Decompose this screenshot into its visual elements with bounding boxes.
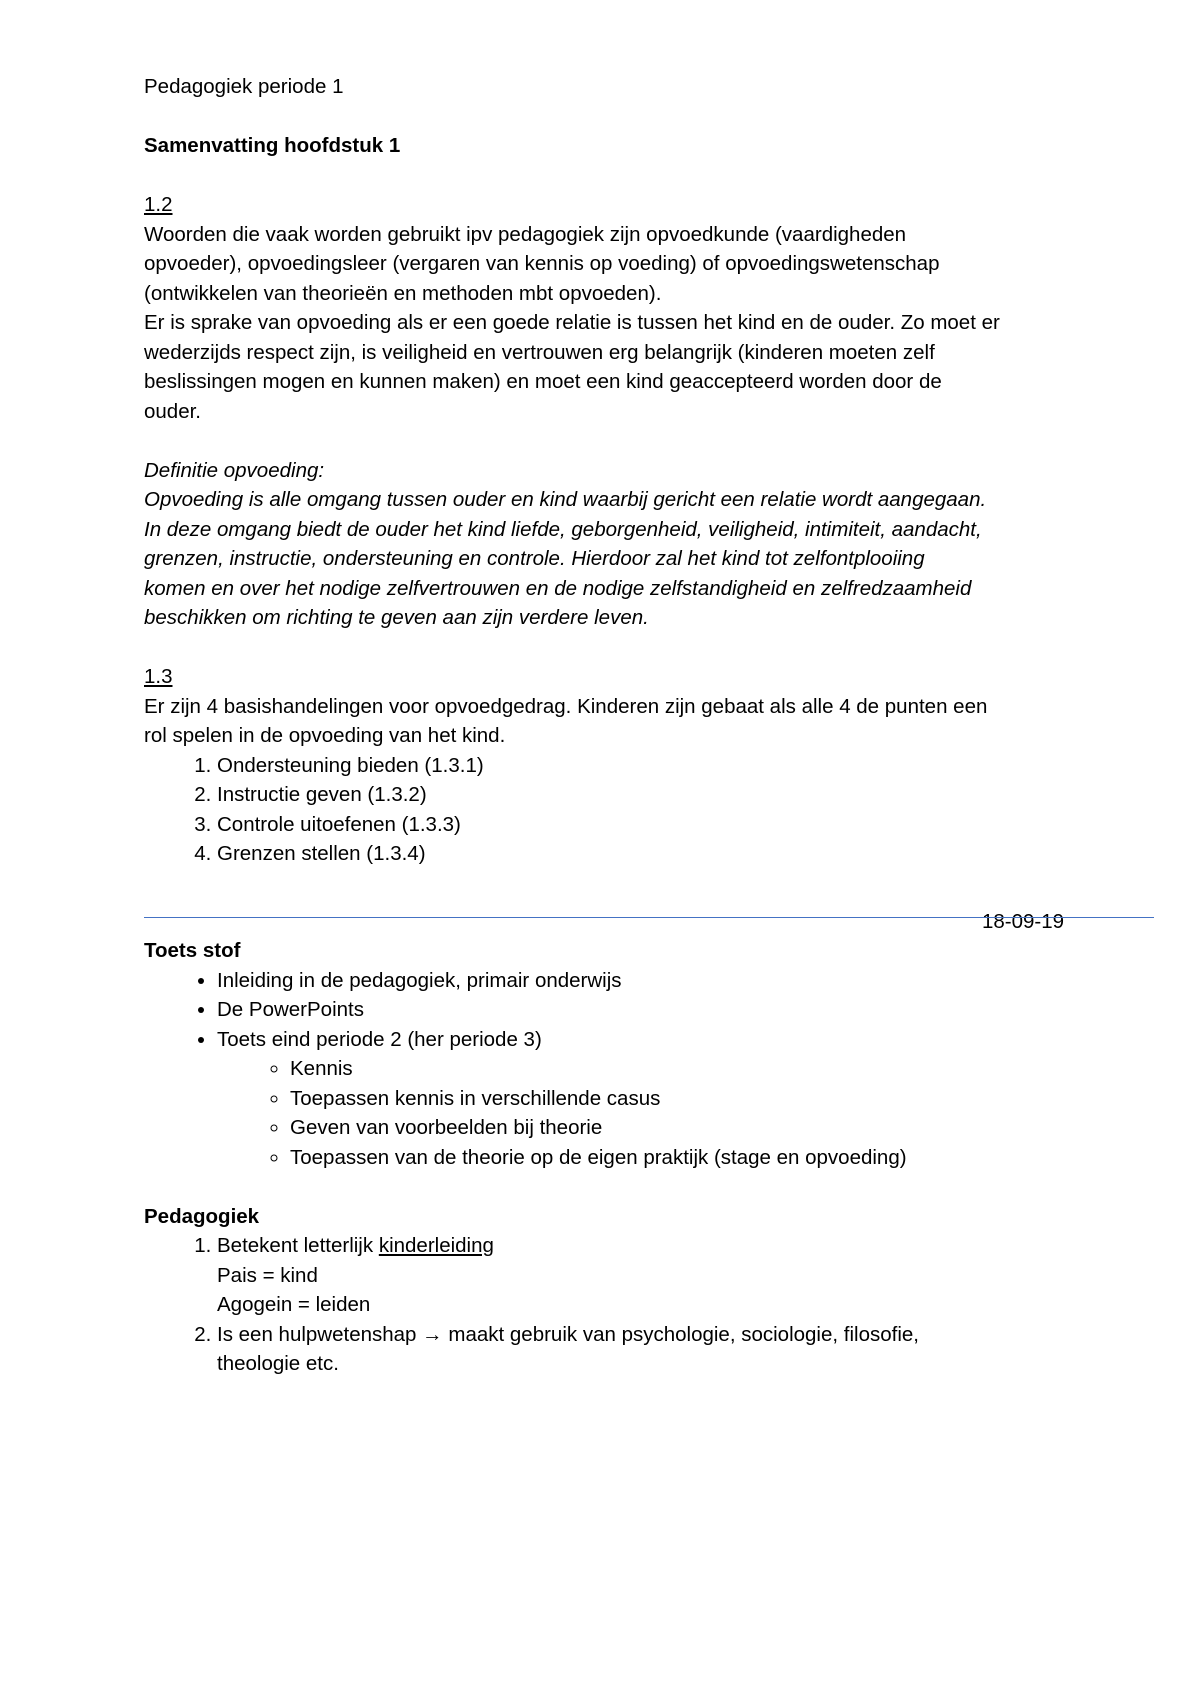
item1-line2: Pais = kind <box>217 1263 318 1287</box>
list-item <box>217 1320 1064 1379</box>
item2-line2: theologie etc. <box>217 1352 339 1375</box>
arrow-right-icon: → <box>422 1322 443 1346</box>
section-1-2-line: opvoeder), opvoedingsleer (vergaren van kennis op voeding) of opvoedingswetenschap <box>144 252 940 275</box>
list-item: • Inleiding in de pedagogiek, primair onderwijs <box>217 966 1064 996</box>
list-item: ◦ Geven van voorbeelden bij theorie <box>290 1113 1064 1143</box>
list-item <box>217 1025 1064 1173</box>
date-stamp: 18-09-19 <box>981 909 1064 933</box>
item1-underlined: kinderleiding <box>378 1234 494 1257</box>
document-title: Pedagogiek periode 1 <box>144 75 344 98</box>
section-1-2-number: 1.2 <box>144 193 173 216</box>
list-item: ◦ Toepassen van de theorie op de eigen praktijk (stage en opvoeding) <box>290 1143 1064 1173</box>
section-1-2-line: ouder. <box>144 399 201 423</box>
section-1-2-line: Er is sprake van opvoeding als er een goede relatie is tussen het kind en de ouder. Zo moet er <box>144 311 1000 334</box>
section-1-3-line: rol spelen in de opvoeding van het kind. <box>144 724 506 747</box>
summary-heading: Samenvatting hoofdstuk 1 <box>144 134 401 157</box>
pedagogiek-list <box>144 1231 1064 1379</box>
item1-line3: Agogein = leiden <box>217 1293 371 1316</box>
list-item-text: Toets eind periode 2 (her periode 3) <box>217 1027 542 1051</box>
list-item: 3. Controle uitoefenen (1.3.3) <box>217 810 1064 840</box>
item2-prefix: Is een hulpwetenshap <box>217 1322 417 1346</box>
basishandelingen-list <box>144 751 1064 869</box>
toets-list <box>144 966 1064 1173</box>
section-1-3-line: Er zijn 4 basishandelingen voor opvoedgedrag. Kinderen zijn gebaat als alle 4 de punten een <box>144 694 988 718</box>
section-1-2-line: Woorden die vaak worden gebruikt ipv pedagogiek zijn opvoedkunde (vaardigheden <box>144 222 907 246</box>
toets-sub-list <box>217 1054 1064 1172</box>
list-item: 4. Grenzen stellen (1.3.4) <box>217 839 1064 869</box>
list-item: ◦ Toepassen kennis in verschillende casus <box>290 1084 1064 1114</box>
definition-line: Opvoeding is alle omgang tussen ouder en kind waarbij gericht een relatie wordt aangegaan. <box>144 488 987 511</box>
definition-label: Definitie opvoeding: <box>144 458 325 482</box>
section-1-2-line: beslissingen mogen en kunnen maken) en moet een kind geaccepteerd worden door de <box>144 370 942 393</box>
horizontal-divider <box>144 917 1154 918</box>
section-1-3-number: 1.3 <box>144 665 173 688</box>
list-item <box>217 1231 1064 1320</box>
definition-line: beschikken om richting te geven aan zijn verdere leven. <box>144 606 649 629</box>
item1-prefix: Betekent letterlijk <box>217 1234 379 1257</box>
item2-rest: maakt gebruik van psychologie, sociologie, filosofie, <box>442 1322 919 1346</box>
toets-heading: Toets stof <box>144 939 241 962</box>
list-item: 2. Instructie geven (1.3.2) <box>217 780 1064 810</box>
list-item: 1. Ondersteuning bieden (1.3.1) <box>217 751 1064 781</box>
definition-line: komen en over het nodige zelfvertrouwen en de nodige zelfstandigheid en zelfredzaamheid <box>144 576 972 600</box>
pedagogiek-heading: Pedagogiek <box>144 1204 260 1228</box>
list-item: • De PowerPoints <box>217 995 1064 1025</box>
definition-line: grenzen, instructie, ondersteuning en controle. Hierdoor zal het kind tot zelfontplooiing <box>144 547 925 570</box>
section-1-2-line: wederzijds respect zijn, is veiligheid en vertrouwen erg belangrijk (kinderen moeten zelf <box>144 340 935 364</box>
list-item: ◦ Kennis <box>290 1054 1064 1084</box>
definition-line: In deze omgang biedt de ouder het kind liefde, geborgenheid, veiligheid, intimiteit, aandacht, <box>144 517 982 541</box>
section-1-2-line: (ontwikkelen van theorieën en methoden mbt opvoeden). <box>144 281 662 305</box>
document-content <box>144 72 1064 1379</box>
